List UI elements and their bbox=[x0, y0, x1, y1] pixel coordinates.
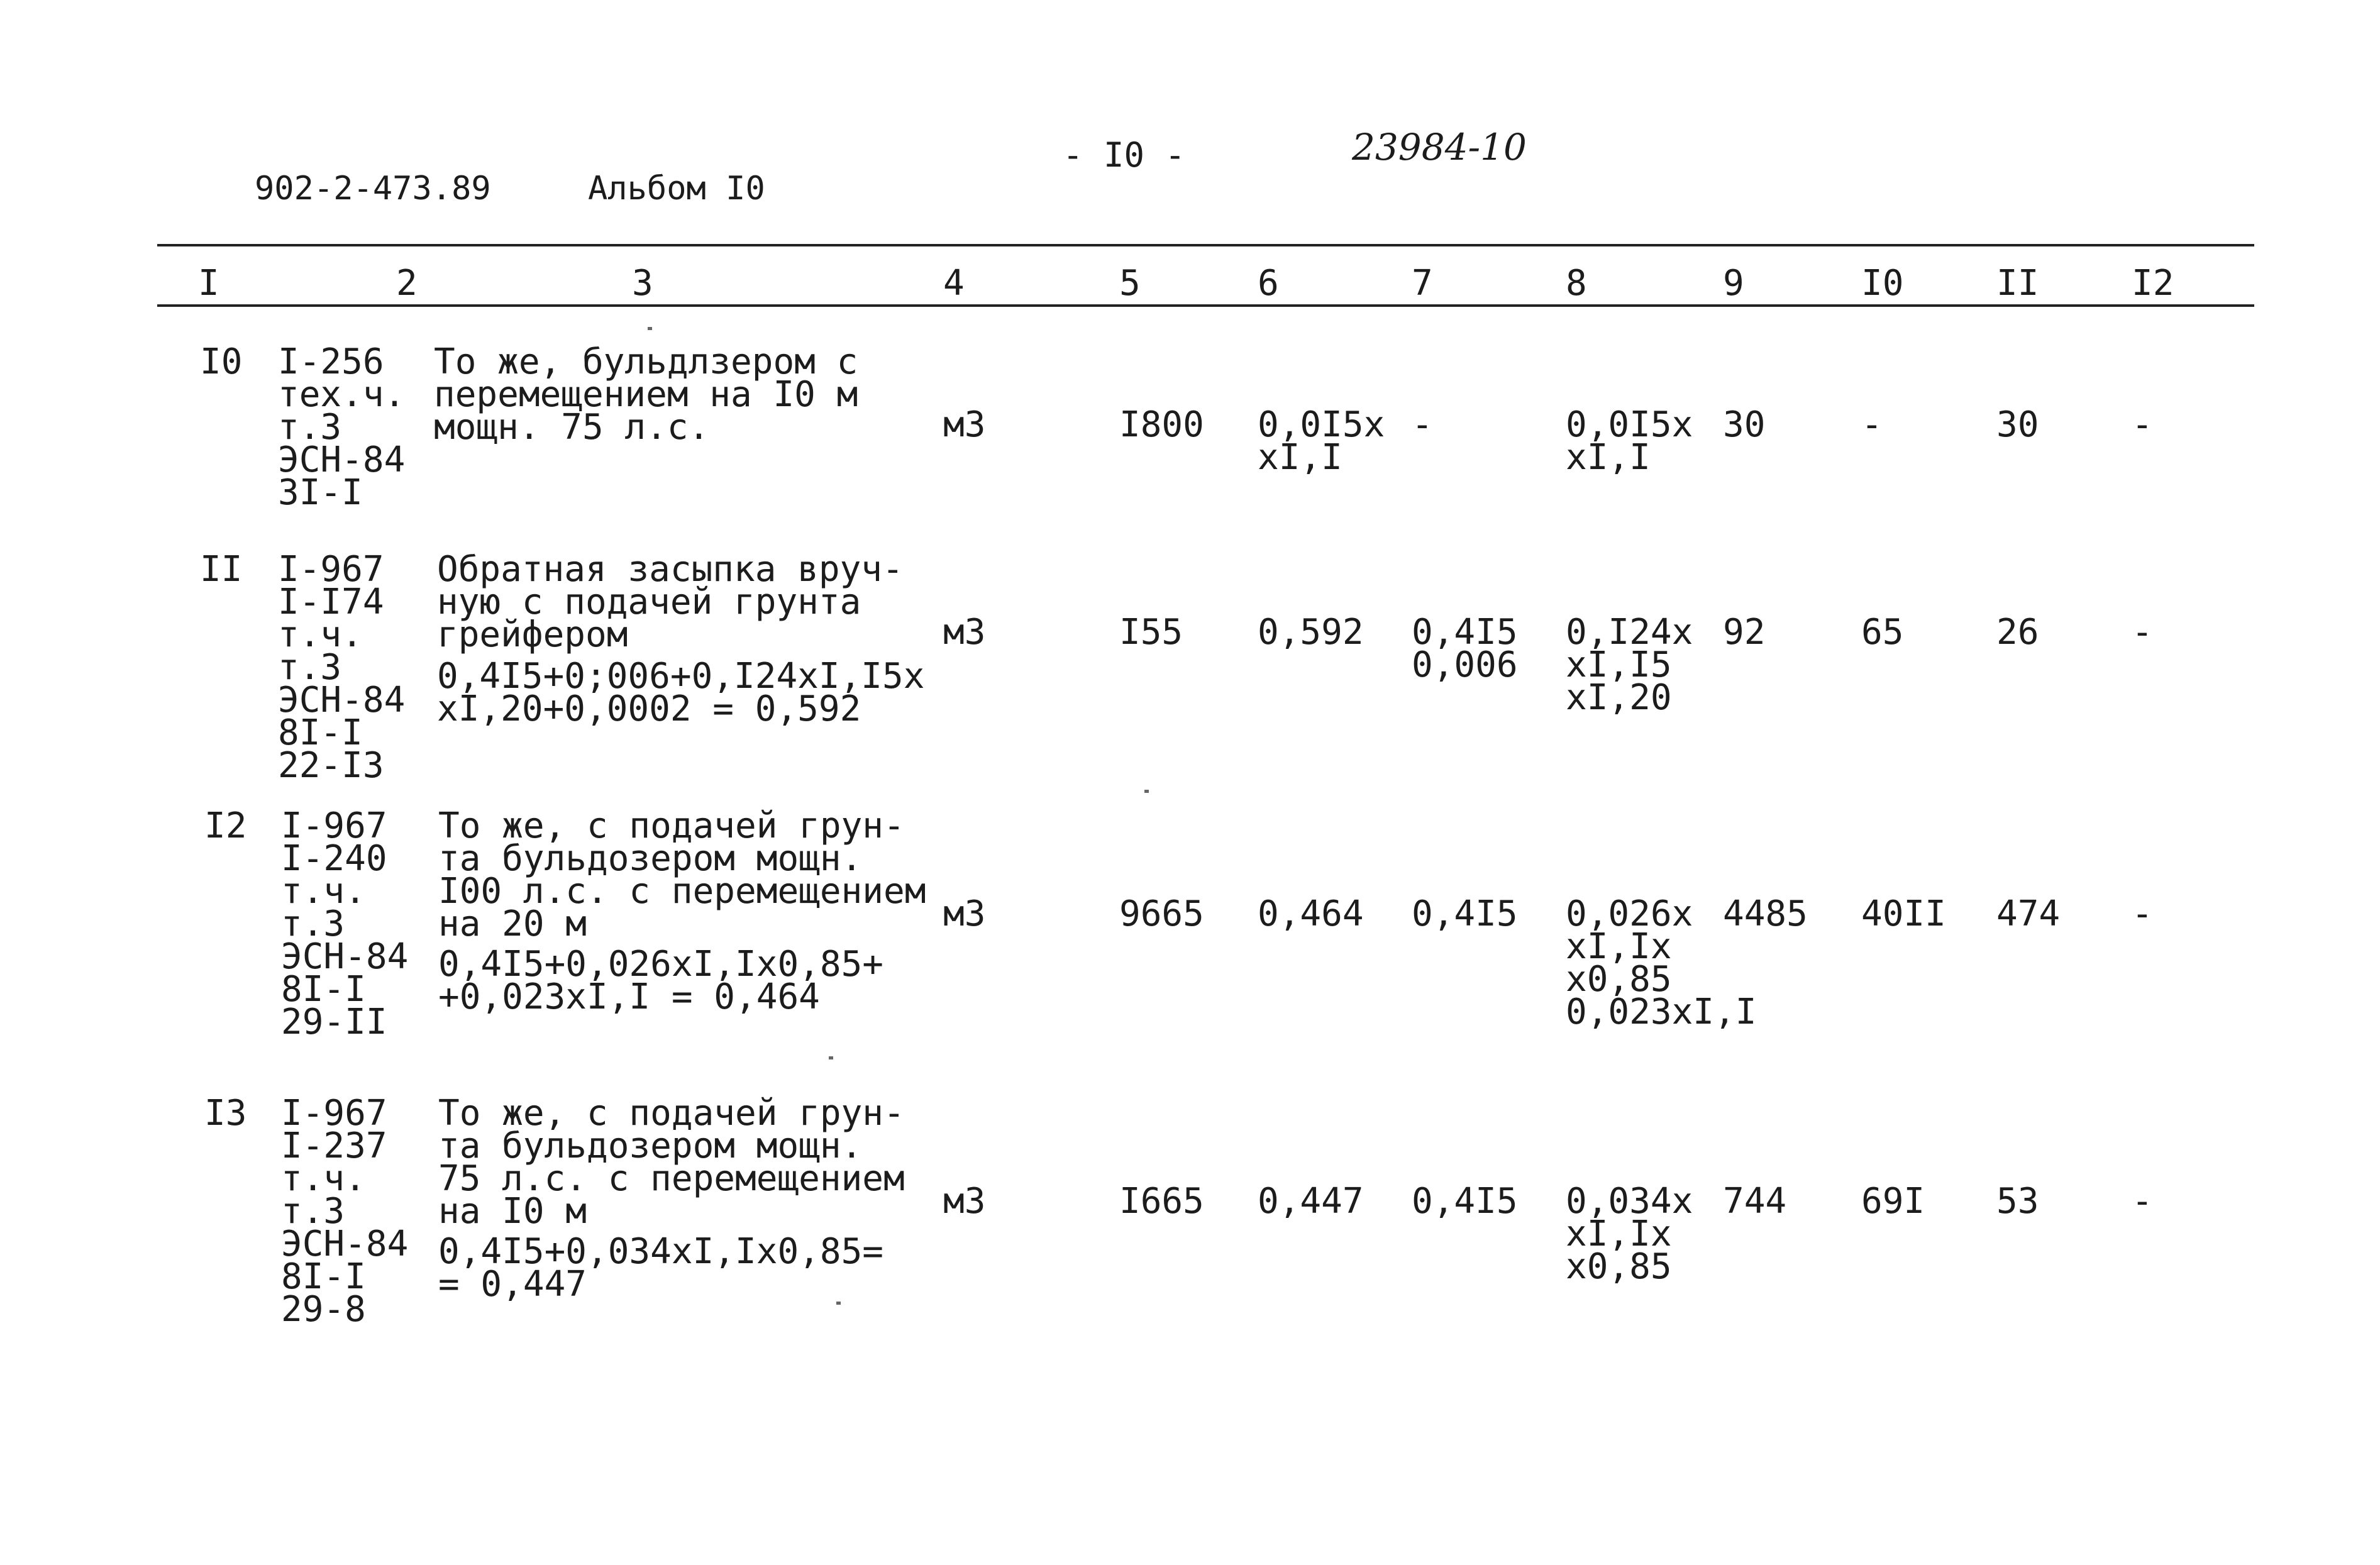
table-top-rule bbox=[157, 244, 2254, 246]
unit: м3 bbox=[943, 612, 986, 653]
work-description: То же, бульдлзером с перемещением на I0 м мощн. 75 л.с. bbox=[434, 341, 858, 448]
row-number: I2 bbox=[204, 805, 247, 846]
quantity: I800 bbox=[1119, 404, 1204, 445]
col-9-value: 92 bbox=[1723, 612, 1766, 653]
column-number: I bbox=[198, 263, 219, 304]
table-header-rule bbox=[157, 304, 2254, 307]
col-12-value: - bbox=[2132, 1181, 2153, 1222]
scan-speck bbox=[648, 327, 652, 330]
calculation-formula: 0,4I5+0,034xI,Ix0,85= = 0,447 bbox=[438, 1231, 884, 1305]
norm-reference: I-967 I-240 т.ч. т.3 ЭСН-84 8I-I 29-II bbox=[281, 805, 409, 1042]
calculation-formula: 0,4I5+0,026xI,Ix0,85+ +0,023xI,I = 0,464 bbox=[438, 944, 884, 1017]
col-10-value: 40II bbox=[1861, 893, 1946, 934]
col-12-value: - bbox=[2132, 404, 2153, 445]
col-9-value: 30 bbox=[1723, 404, 1766, 445]
col-11-value: 474 bbox=[1996, 893, 2061, 934]
col-12-value: - bbox=[2132, 893, 2153, 934]
handwritten-inventory-number: 23984-10 bbox=[1352, 126, 1527, 169]
scan-speck bbox=[1144, 790, 1149, 793]
column-number: 6 bbox=[1258, 263, 1279, 304]
document-code: 902-2-473.89 bbox=[255, 170, 491, 207]
column-number: 3 bbox=[632, 263, 653, 304]
col-8-value: 0,034x xI,Ix x0,85 bbox=[1566, 1181, 1693, 1287]
col-10-value: - bbox=[1861, 404, 1883, 445]
column-number: 8 bbox=[1566, 263, 1587, 304]
col-10-value: 69I bbox=[1861, 1181, 1925, 1222]
quantity: I55 bbox=[1119, 612, 1183, 653]
quantity: I665 bbox=[1119, 1181, 1204, 1222]
scan-speck bbox=[836, 1302, 841, 1305]
col-11-value: 53 bbox=[1996, 1181, 2039, 1222]
col-8-value: 0,0I5x xI,I bbox=[1566, 404, 1693, 478]
row-number: I0 bbox=[200, 341, 243, 382]
col-7-value: - bbox=[1412, 404, 1433, 445]
column-number: 5 bbox=[1119, 263, 1141, 304]
col-9-value: 4485 bbox=[1723, 893, 1808, 934]
col-11-value: 30 bbox=[1996, 404, 2039, 445]
scan-speck bbox=[829, 1056, 833, 1059]
quantity: 9665 bbox=[1119, 893, 1204, 934]
unit: м3 bbox=[943, 404, 986, 445]
col-8-value: 0,026x xI,Ix x0,85 0,023xI,I bbox=[1566, 893, 1757, 1032]
column-number: 9 bbox=[1723, 263, 1744, 304]
norm-reference: I-967 I-I74 т.ч. т.3 ЭСН-84 8I-I 22-I3 bbox=[278, 549, 406, 786]
work-description: Обратная засыпка вруч- ную с подачей грунта грейфером bbox=[437, 549, 904, 655]
col-6-value: 0,464 bbox=[1258, 893, 1364, 934]
page-number: - I0 - bbox=[1063, 135, 1186, 175]
col-6-value: 0,0I5x xI,I bbox=[1258, 404, 1385, 478]
col-6-value: 0,592 bbox=[1258, 612, 1364, 653]
column-number: I2 bbox=[2132, 263, 2174, 304]
table-row bbox=[0, 549, 2380, 836]
album-label: Альбом I0 bbox=[588, 170, 765, 207]
col-10-value: 65 bbox=[1861, 612, 1904, 653]
row-number: II bbox=[200, 549, 243, 590]
col-7-value: 0,4I5 0,006 bbox=[1412, 612, 1518, 685]
column-number: II bbox=[1996, 263, 2039, 304]
col-9-value: 744 bbox=[1723, 1181, 1787, 1222]
table-row bbox=[0, 805, 2380, 1093]
table-row bbox=[0, 1093, 2380, 1380]
col-7-value: 0,4I5 bbox=[1412, 893, 1518, 934]
col-8-value: 0,I24x xI,I5 xI,20 bbox=[1566, 612, 1693, 718]
work-description: То же, с подачей грун- та бульдозером мощн. 75 л.с. с перемещением на I0 м bbox=[438, 1093, 905, 1232]
col-12-value: - bbox=[2132, 612, 2153, 653]
col-6-value: 0,447 bbox=[1258, 1181, 1364, 1222]
norm-reference: I-967 I-237 т.ч. т.3 ЭСН-84 8I-I 29-8 bbox=[281, 1093, 409, 1330]
unit: м3 bbox=[943, 1181, 986, 1222]
column-number: 2 bbox=[396, 263, 418, 304]
row-number: I3 bbox=[204, 1093, 247, 1134]
col-11-value: 26 bbox=[1996, 612, 2039, 653]
norm-reference: I-256 тех.ч. т.3 ЭСН-84 3I-I bbox=[278, 341, 406, 513]
column-number: 4 bbox=[943, 263, 965, 304]
column-number: I0 bbox=[1861, 263, 1904, 304]
column-number: 7 bbox=[1412, 263, 1433, 304]
unit: м3 bbox=[943, 893, 986, 934]
col-7-value: 0,4I5 bbox=[1412, 1181, 1518, 1222]
calculation-formula: 0,4I5+0;006+0,I24xI,I5x xI,20+0,0002 = 0,592 bbox=[437, 656, 925, 729]
work-description: То же, с подачей грун- та бульдозером мощн. I00 л.с. с перемещением на 20 м bbox=[438, 805, 926, 944]
